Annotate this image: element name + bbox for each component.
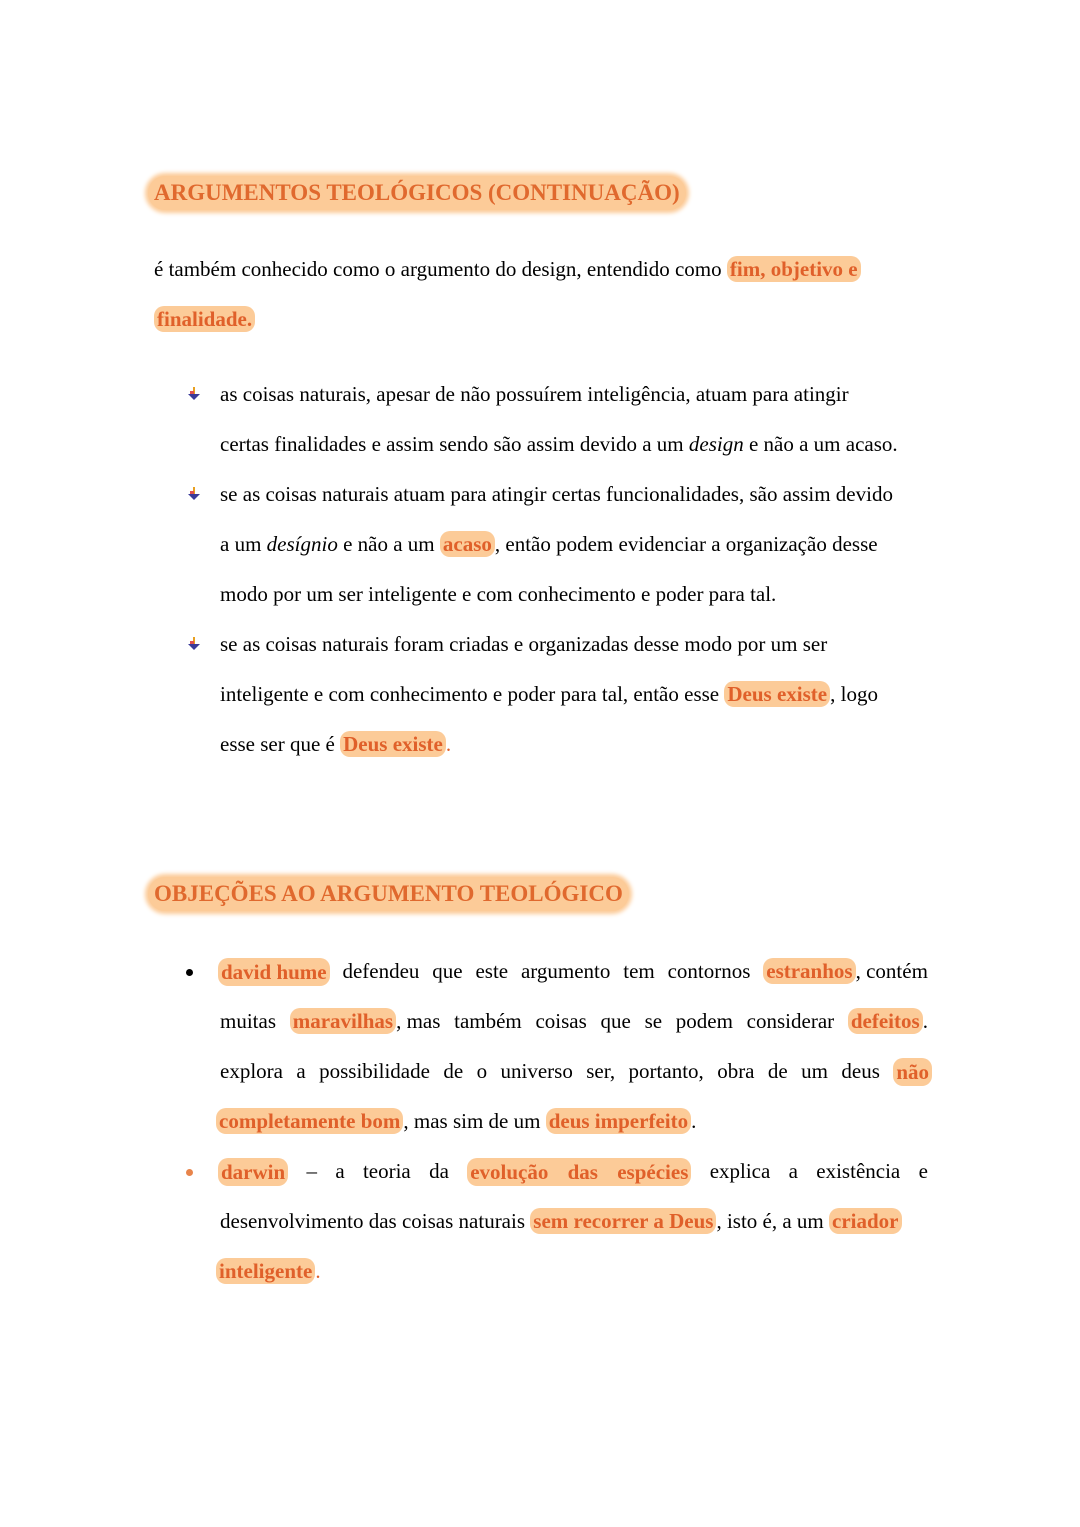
bullet-1-line-2 [220, 431, 898, 457]
word: o [476, 1059, 488, 1083]
darwin-line-3 [216, 1258, 321, 1284]
intro-paragraph-line-1 [154, 256, 861, 282]
bullet-1-line-1: as coisas naturais, apesar de não possuírem inteligência, atuam para atingir [220, 382, 849, 406]
highlight-finalidade: finalidade. [154, 306, 255, 332]
text: inteligente e com conhecimento e poder para tal, então esse [220, 682, 725, 706]
word: muitas [220, 1009, 276, 1033]
highlight-defeitos: defeitos [848, 1008, 923, 1034]
hume-line-1 [218, 958, 928, 986]
darwin-line-2 [220, 1208, 902, 1234]
word: existência [816, 1159, 901, 1183]
bullet-2-line-3: modo por um ser inteligente e com conhecimento e poder para tal. [220, 582, 777, 606]
text: desenvolvimento das coisas naturais [220, 1209, 531, 1233]
hume-line-2 [220, 1008, 928, 1034]
word: a [788, 1159, 798, 1183]
bullet-3-line-1: se as coisas naturais foram criadas e organizadas desse modo por um ser [220, 632, 828, 656]
word: obra [717, 1059, 755, 1083]
emphasis-design: design [688, 432, 744, 456]
word: argumento [520, 959, 611, 983]
word: – [306, 1159, 317, 1183]
highlight-evolucao-das-especies: evolução das espécies [467, 1158, 691, 1186]
word: a [335, 1159, 345, 1183]
highlight-nao: não [893, 1058, 932, 1086]
text: . [445, 732, 452, 756]
highlight-inteligente: inteligente [216, 1258, 315, 1284]
text: , isto é, a um [716, 1209, 830, 1233]
word: da [429, 1159, 449, 1183]
highlight-fim-objetivo: fim, objetivo e [727, 256, 861, 282]
intro-paragraph-line-2 [154, 306, 255, 332]
word: possibilidade [319, 1059, 430, 1083]
darwin-line-1 [218, 1158, 928, 1186]
word: portanto, [628, 1059, 704, 1083]
word: podem [675, 1009, 733, 1033]
word: considerar [746, 1009, 835, 1033]
word: que [432, 959, 463, 983]
word: que [600, 1009, 631, 1033]
text: e não a um [337, 532, 440, 556]
bullet-dot-icon [186, 969, 193, 976]
highlight-criador: criador [829, 1208, 901, 1234]
intro-text: é também conhecido como o argumento do design, entendido como [154, 257, 727, 281]
bullet-2-line-2 [220, 531, 878, 557]
word: a [296, 1059, 306, 1083]
hume-line-3 [220, 1058, 932, 1086]
text: , contém [855, 959, 928, 983]
word: teoria [362, 1159, 411, 1183]
bullet-3-line-3 [220, 731, 451, 757]
highlight-sem-recorrer-a-deus: sem recorrer a Deus [530, 1208, 716, 1234]
word: também [454, 1009, 522, 1033]
highlight-acaso: acaso [440, 531, 495, 557]
highlight-maravilhas: maravilhas [290, 1008, 396, 1034]
word: deus [841, 1059, 880, 1083]
text: . [315, 1259, 321, 1283]
arrow-down-bullet-icon [187, 387, 201, 401]
word: defendeu [342, 959, 420, 983]
bullet-3-line-2 [220, 681, 878, 707]
word: explora [220, 1059, 283, 1083]
text: . [922, 1009, 928, 1033]
bullet-dot-icon [186, 1169, 193, 1176]
word: um [801, 1059, 828, 1083]
highlight-david-hume: david hume [218, 958, 330, 986]
word: de [767, 1059, 788, 1083]
word: explica [709, 1159, 771, 1183]
text: , então podem evidenciar a organização desse [494, 532, 878, 556]
highlight-deus-existe: Deus existe [724, 681, 830, 707]
hume-line-4 [216, 1108, 696, 1134]
highlight-completamente-bom: completamente bom [216, 1108, 403, 1134]
highlight-deus-existe: Deus existe [340, 731, 446, 757]
word: ser, [586, 1059, 616, 1083]
word: universo [500, 1059, 573, 1083]
arrow-down-bullet-icon [187, 487, 201, 501]
text: certas finalidades e assim sendo são assim devido a um [220, 432, 689, 456]
text: , logo [830, 682, 878, 706]
word: de [443, 1059, 464, 1083]
highlight-estranhos: estranhos [763, 958, 855, 984]
bullet-2-line-1: se as coisas naturais atuam para atingir certas funcionalidades, são assim devido [220, 482, 893, 506]
section-heading-teleological-arguments: ARGUMENTOS TEOLÓGICOS (CONTINUAÇÃO) [148, 176, 686, 210]
text: , mas sim de um [403, 1109, 546, 1133]
highlight-darwin: darwin [218, 1158, 288, 1186]
text: . [691, 1109, 697, 1133]
arrow-down-bullet-icon [187, 637, 201, 651]
word: e [918, 1159, 928, 1183]
word: coisas [535, 1009, 587, 1033]
emphasis-designio: desígnio [266, 532, 338, 556]
section-heading-objections: OBJEÇÕES AO ARGUMENTO TEOLÓGICO [148, 877, 629, 911]
highlight-deus-imperfeito: deus imperfeito [546, 1108, 691, 1134]
text: e não a um acaso. [743, 432, 898, 456]
text: esse ser que é [220, 732, 341, 756]
word: tem [623, 959, 655, 983]
text: a um [220, 532, 267, 556]
word: contornos [667, 959, 751, 983]
text: , mas [396, 1009, 441, 1033]
word: este [475, 959, 509, 983]
word: se [644, 1009, 663, 1033]
